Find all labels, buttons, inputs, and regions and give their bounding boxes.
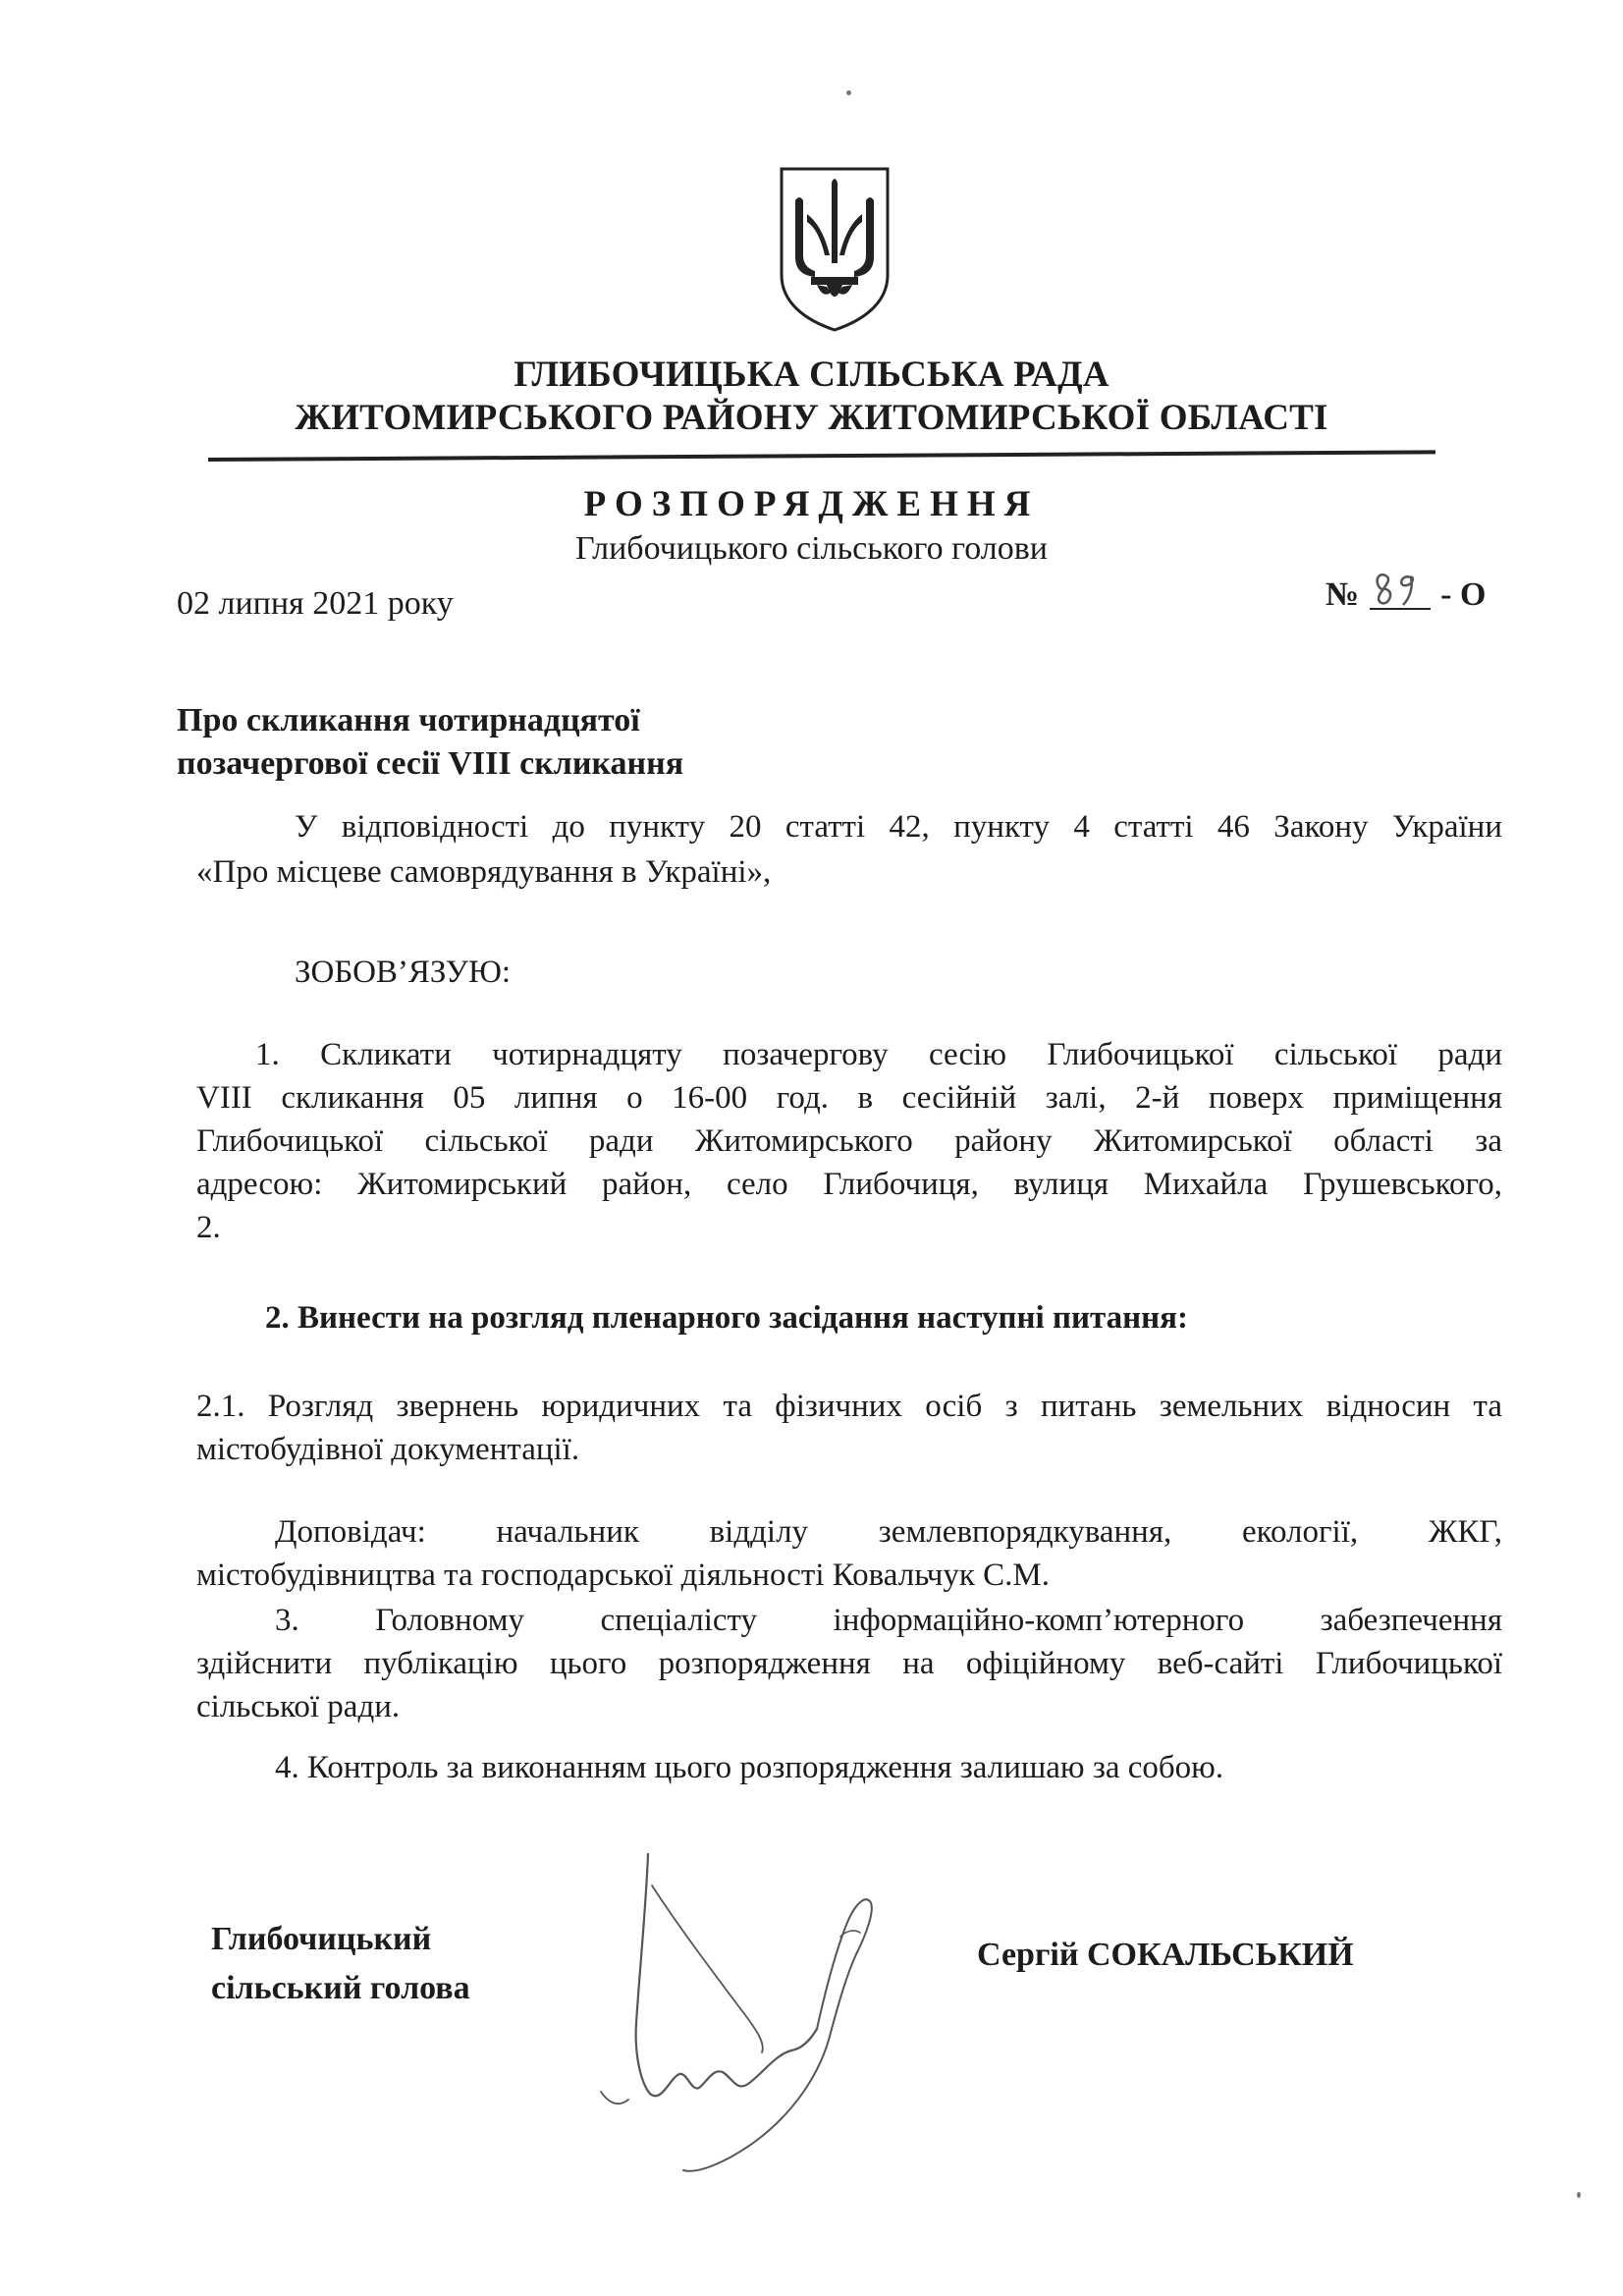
preamble-line: У відповідності до пункту 20 статті 42, пункту 4 статті 46 Закону України bbox=[295, 809, 1502, 845]
signatory-name: Сергій СОКАЛЬСЬКИЙ bbox=[977, 1937, 1354, 1973]
signatory-role-line: Глибочицький bbox=[211, 1921, 432, 1957]
obligation-heading: ЗОБОВ’ЯЗУЮ: bbox=[295, 955, 512, 990]
item-line: 1. Скликати чотирнадцяту позачергову сесію Глибочицької сільської ради bbox=[255, 1037, 1502, 1072]
handwritten-number bbox=[1368, 566, 1433, 611]
document-title: РОЗПОРЯДЖЕННЯ bbox=[583, 484, 1040, 524]
header-divider bbox=[208, 450, 1435, 462]
item-line: Глибочицької сільської ради Житомирського району Житомирської області за bbox=[196, 1123, 1502, 1159]
subject-line: позачергової сесії VIII скликання bbox=[177, 745, 684, 782]
item-line: містобудівної документації. bbox=[196, 1432, 580, 1467]
item-line: адресою: Житомирський район, село Глибочиця, вулиця Михайла Грушевського, bbox=[196, 1167, 1502, 1202]
item-2-1 bbox=[196, 1385, 1502, 1471]
item-line: Доповідач: начальник відділу землевпорядкування, екології, ЖКГ, bbox=[275, 1514, 1502, 1550]
org-name-line2: ЖИТОМИРСЬКОГО РАЙОНУ ЖИТОМИРСЬКОЇ ОБЛАСТІ bbox=[295, 398, 1328, 438]
number-prefix: № bbox=[1325, 576, 1360, 613]
item-line: здійснити публікацію цього розпорядження на офіційному веб-сайті Глибочицької bbox=[196, 1646, 1502, 1681]
document-number bbox=[1325, 566, 1486, 614]
item-4: 4. Контроль за виконанням цього розпорядження залишаю за собою. bbox=[275, 1750, 1224, 1785]
scan-speck bbox=[846, 90, 851, 95]
item-1 bbox=[196, 1033, 1502, 1249]
item-line: 2.1. Розгляд звернень юридичних та фізичних осіб з питань земельних відносин та bbox=[196, 1389, 1502, 1424]
item-line: сільської ради. bbox=[196, 1689, 401, 1724]
item-3 bbox=[196, 1599, 1502, 1728]
reporter bbox=[196, 1510, 1502, 1597]
preamble-line: «Про місцеве самоврядування в Україні», bbox=[196, 854, 772, 890]
number-suffix: - О bbox=[1440, 576, 1487, 613]
signatory-role-line: сільський голова bbox=[211, 1970, 470, 2006]
item-line: VIII скликання 05 липня о 16-00 год. в сесійній залі, 2-й поверх приміщення bbox=[196, 1080, 1502, 1116]
scan-speck bbox=[1577, 2192, 1581, 2198]
item-2: 2. Винести на розгляд пленарного засідання наступні питання: bbox=[265, 1300, 1188, 1336]
item-line: 3. Головному спеціалісту інформаційно-комп’ютерного забезпечення bbox=[275, 1603, 1502, 1638]
item-line: 2. bbox=[196, 1210, 221, 1245]
document-subtitle: Глибочицького сільського голови bbox=[575, 530, 1048, 567]
subject-line: Про скликання чотирнадцятої bbox=[177, 702, 640, 738]
item-line: містобудівництва та господарської діяльності Ковальчук С.М. bbox=[196, 1558, 1050, 1593]
ukraine-trident-icon bbox=[776, 165, 893, 334]
handwritten-signature bbox=[589, 1846, 1001, 2180]
document-date: 02 липня 2021 року bbox=[177, 585, 454, 622]
subject bbox=[177, 699, 683, 786]
org-name-line1: ГЛИБОЧИЦЬКА СІЛЬСЬКА РАДА bbox=[514, 355, 1109, 395]
signatory-role bbox=[211, 1915, 470, 2013]
